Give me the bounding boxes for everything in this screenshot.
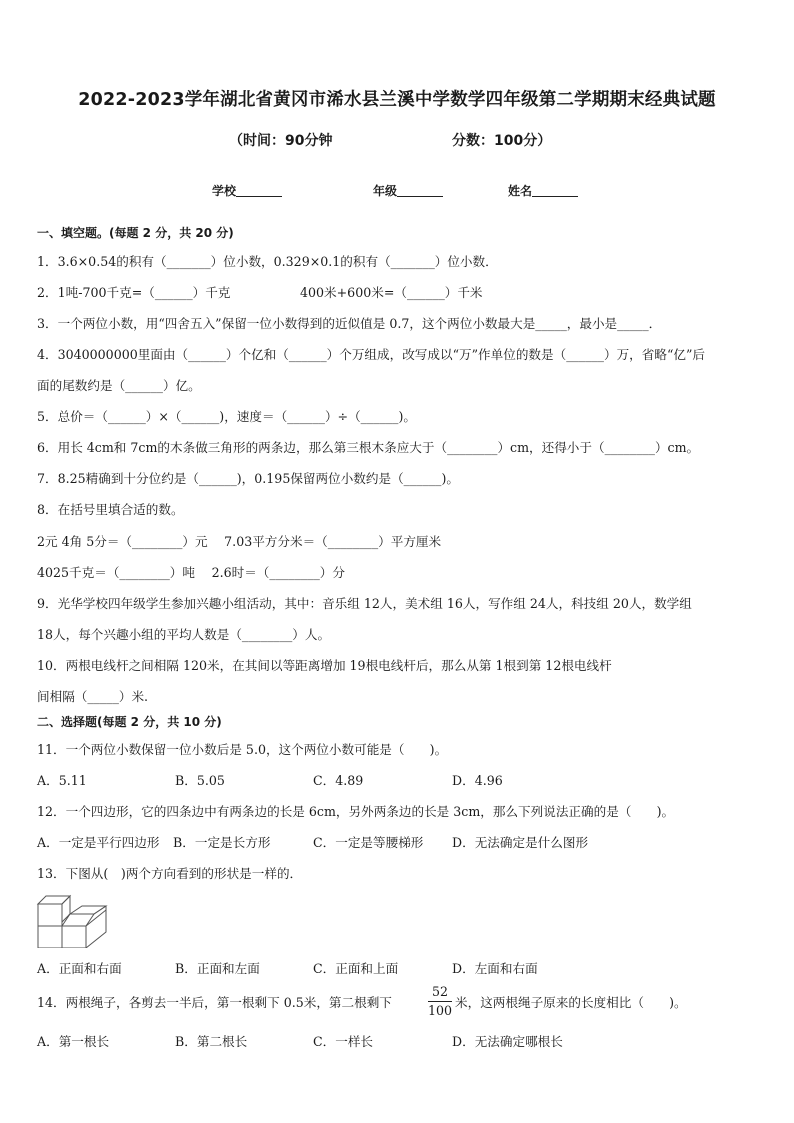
section-fill-blank-title: 一、填空题。(每题 2 分，共 20 分) [37, 226, 234, 240]
question-13: 13．下图从( )两个方向看到的形状是一样的． [37, 866, 303, 881]
q14-option-a[interactable]: A．第一根长 [37, 1034, 110, 1049]
grade-blank[interactable] [397, 184, 443, 197]
question-10-line2: 间相隔（_____）米. [37, 689, 149, 704]
q13-option-a[interactable]: A．正面和右面 [37, 961, 122, 976]
question-11: 11．一个两位小数保留一位小数后是 5.0，这个两位小数可能是（ )。 [37, 742, 448, 757]
exam-time: （时间：90分钟 [229, 133, 333, 149]
fraction-bar [428, 1001, 452, 1002]
q14-fraction-denominator: 100 [428, 1003, 453, 1018]
q12-option-d[interactable]: D．无法确定是什么图形 [452, 835, 589, 850]
q11-option-b[interactable]: B．5.05 [175, 773, 225, 788]
grade-label: 年级 [373, 184, 398, 198]
page-title: 2022-2023学年湖北省黄冈市浠水县兰溪中学数学四年级第二学期期末经典试题 [78, 90, 716, 110]
q12-option-c[interactable]: C．一定是等腰梯形 [313, 835, 424, 850]
question-7: 7．8.25精确到十分位约是（______)，0.195保留两位小数约是（______)。 [37, 471, 459, 486]
name-field[interactable] [508, 182, 578, 199]
school-blank[interactable] [236, 184, 282, 197]
question-10-line1: 10．两根电线杆之间相隔 120米，在其间以等距离增加 19根电线杆后，那么从第 1根到第 12根电线杆 [37, 658, 612, 673]
section-choice-title: 二、选择题(每题 2 分，共 10 分) [37, 715, 222, 729]
question-12: 12．一个四边形，它的四条边中有两条边的长是 6cm，另外两条边的长是 3cm，那么下列说法正确的是（ )。 [37, 804, 675, 819]
question-3: 3．一个两位小数，用“四舍五入”保留一位小数得到的近似值是 0.7，这个两位小数最大是_____，最小是_____． [37, 316, 662, 331]
q11-option-a[interactable]: A．5.11 [37, 773, 87, 788]
school-field[interactable] [212, 182, 282, 199]
question-6: 6．用长 4cm和 7cm的木条做三角形的两条边，那么第三根木条应大于（________）cm，还得小于（________）cm。 [37, 440, 700, 455]
grade-field[interactable] [373, 182, 443, 199]
q14-fraction [428, 984, 452, 1019]
q13-option-c[interactable]: C．正面和上面 [313, 961, 399, 976]
question-1: 1．3.6×0.54的积有（_______）位小数，0.329×0.1的积有（_______）位小数． [37, 254, 498, 269]
question-4-line1: 4．3040000000里面由（______）个亿和（______）个万组成，改写成以“万”作单位的数是（______）万，省略“亿”后 [37, 347, 706, 362]
q13-option-d[interactable]: D．左面和右面 [452, 961, 538, 976]
question-8: 8．在括号里填合适的数。 [37, 502, 184, 517]
cube-stack-figure [36, 886, 108, 948]
question-2a: 2．1吨-700千克=（______）千克 [37, 285, 231, 300]
q12-option-b[interactable]: B．一定是长方形 [173, 835, 271, 850]
name-blank[interactable] [532, 184, 578, 197]
question-4-line2: 面的尾数约是（______）亿。 [37, 378, 201, 393]
question-8-row1: 2元 4角 5分＝（________）元 7.03平方分米＝（________）平方厘米 [37, 534, 442, 549]
q14-option-d[interactable]: D．无法确定哪根长 [452, 1034, 563, 1049]
q13-option-b[interactable]: B．正面和左面 [175, 961, 260, 976]
q12-option-a[interactable]: A．一定是平行四边形 [37, 835, 160, 850]
question-2b: 400米+600米=（______）千米 [300, 285, 483, 300]
exam-score: 分数：100分） [452, 133, 552, 149]
q14-option-b[interactable]: B．第二根长 [175, 1034, 248, 1049]
school-label: 学校 [212, 184, 237, 198]
question-9-line1: 9．光华学校四年级学生参加兴趣小组活动，其中：音乐组 12人，美术组 16人，写作组 24人，科技组 20人，数学组 [37, 596, 692, 611]
q11-option-d[interactable]: D．4.96 [452, 773, 503, 788]
q11-option-c[interactable]: C．4.89 [313, 773, 364, 788]
question-5: 5．总价＝（______）×（______)，速度＝（______）÷（______)。 [37, 409, 416, 424]
question-14-pre: 14．两根绳子，各剪去一半后，第一根剩下 0.5米，第二根剩下 [37, 995, 392, 1010]
question-14-post: 米，这两根绳子原来的长度相比（ )。 [455, 995, 687, 1010]
name-label: 姓名 [508, 184, 533, 198]
q14-fraction-numerator: 52 [431, 984, 449, 999]
question-8-row2: 4025千克＝（________）吨 2.6时＝（________）分 [37, 565, 345, 580]
question-9-line2: 18人，每个兴趣小组的平均人数是（________）人。 [37, 627, 331, 642]
q14-option-c[interactable]: C．一样长 [313, 1034, 374, 1049]
